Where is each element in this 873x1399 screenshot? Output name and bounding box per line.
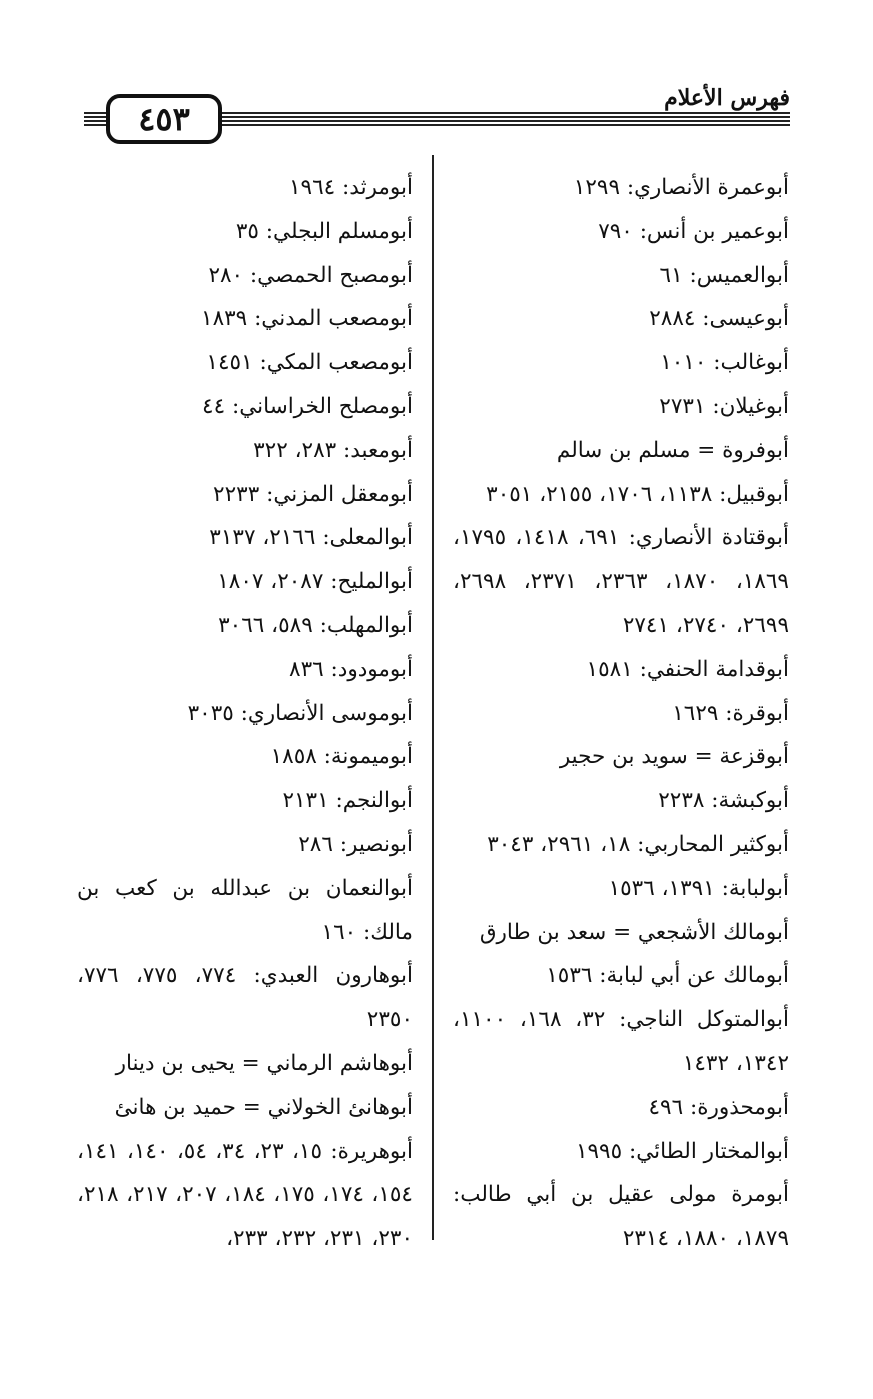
index-entry: أبوفروة = مسلم بن سالم xyxy=(556,437,789,463)
page-header xyxy=(84,85,790,148)
index-entry: أبوموسى الأنصاري: ٣٠٣٥ xyxy=(187,700,413,726)
index-entry: أبومحذورة: ٤٩٦ xyxy=(648,1094,789,1120)
index-entry: أبومسلم البجلي: ٣٥ xyxy=(235,218,413,244)
index-entry: أبوكبشة: ٢٢٣٨ xyxy=(658,788,789,814)
index-entry: أبوالمختار الطائي: ١٩٩٥ xyxy=(575,1138,789,1164)
index-entry: أبوغيلان: ٢٧٣١ xyxy=(659,393,789,419)
index-entry: أبوقتادة الأنصاري: ٦٩١، ١٤١٨، ١٧٩٥، ١٨٦٩، ١٨٧٠، ٢٣٦٣، ٢٣٧١، ٢٦٩٨، ٢٦٩٩، ٢٧٤٠، ٢٧٤١ xyxy=(453,525,789,638)
index-entry: أبوقزعة = سويد بن حجير xyxy=(559,744,789,770)
index-entry: أبوقدامة الحنفي: ١٥٨١ xyxy=(586,656,789,682)
index-entry: أبومصعب المكي: ١٤٥١ xyxy=(206,350,413,376)
page-number-box xyxy=(106,94,222,144)
index-entry: أبوهاشم الرماني = يحيى بن دينار xyxy=(115,1050,413,1076)
index-entry: أبوالمعلى: ٢١٦٦، ٣١٣٧ xyxy=(209,525,413,551)
index-entry: أبومصبح الحمصي: ٢٨٠ xyxy=(208,262,413,288)
running-title: فهرس الأعلام xyxy=(654,86,790,106)
column-divider xyxy=(432,155,434,1240)
index-entry: أبومالك الأشجعي = سعد بن طارق xyxy=(479,919,789,945)
index-entry: أبوهانئ الخولاني = حميد بن هانئ xyxy=(114,1094,413,1120)
index-entry: أبومرثد: ١٩٦٤ xyxy=(289,175,413,200)
index-entry: أبوالمهلب: ٥٨٩، ٣٠٦٦ xyxy=(218,612,413,638)
index-entry: أبوعيسى: ٢٨٨٤ xyxy=(649,306,789,332)
index-entry: أبومرة مولى عقيل بن أبي طالب: ١٨٧٩، ١٨٨٠، ٢٣١٤ xyxy=(453,1182,789,1252)
index-entry: أبونصير: ٢٨٦ xyxy=(298,831,413,857)
index-entry: أبومعبد: ٢٨٣، ٣٢٢ xyxy=(253,437,413,463)
index-entry: أبوالنعمان بن عبدالله بن كعب بن مالك: ١٦٠ xyxy=(77,875,413,945)
index-entry: أبوهريرة: ١٥، ٢٣، ٣٤، ٥٤، ١٤٠، ١٤١، ١٥٤، ١٧٤، ١٧٥، ١٨٤، ٢٠٧، ٢١٧، ٢١٨، ٢٣٠، ٢٣١، ٢٣٢، ٢٣٣، xyxy=(77,1138,413,1252)
index-entry: أبومعقل المزني: ٢٢٣٣ xyxy=(213,481,413,507)
index-entry: أبومودود: ٨٣٦ xyxy=(289,656,413,682)
index-entry: أبوالنجم: ٢١٣١ xyxy=(282,788,413,814)
index-entry: أبوميمونة: ١٨٥٨ xyxy=(270,744,413,770)
index-entry: أبوالمتوكل الناجي: ٣٢، ١٦٨، ١١٠٠، ١٣٤٢، ١٤٣٢ xyxy=(453,1007,789,1076)
index-entry: أبوهارون العبدي: ٧٧٤، ٧٧٥، ٧٧٦، ٢٣٥٠ xyxy=(77,963,413,1033)
index-entry: أبوكثير المحاربي: ١٨، ٢٩٦١، ٣٠٤٣ xyxy=(487,831,789,857)
index-entry: أبوغالب: ١٠١٠ xyxy=(660,350,789,376)
index-entry: أبوالمليح: ٢٠٨٧، ١٨٠٧ xyxy=(217,569,413,595)
right-column xyxy=(453,166,789,1261)
index-entry: أبولبابة: ١٣٩١، ١٥٣٦ xyxy=(608,875,789,901)
index-entry: أبومالك عن أبي لبابة: ١٥٣٦ xyxy=(546,963,789,989)
page-number: ٤٥٣ xyxy=(138,100,190,138)
index-entry: أبومصعب المدني: ١٨٣٩ xyxy=(201,306,413,332)
index-entry: أبوعمرة الأنصاري: ١٢٩٩ xyxy=(573,175,789,200)
index-entry: أبوالعميس: ٦١ xyxy=(659,262,789,288)
index-entry: أبوقبيل: ١١٣٨، ١٧٠٦، ٢١٥٥، ٣٠٥١ xyxy=(486,481,789,507)
left-column xyxy=(77,166,413,1261)
index-entry: أبوعمير بن أنس: ٧٩٠ xyxy=(598,218,789,244)
index-entry: أبومصلح الخراساني: ٤٤ xyxy=(202,393,413,419)
index-entry: أبوقرة: ١٦٢٩ xyxy=(672,700,789,726)
